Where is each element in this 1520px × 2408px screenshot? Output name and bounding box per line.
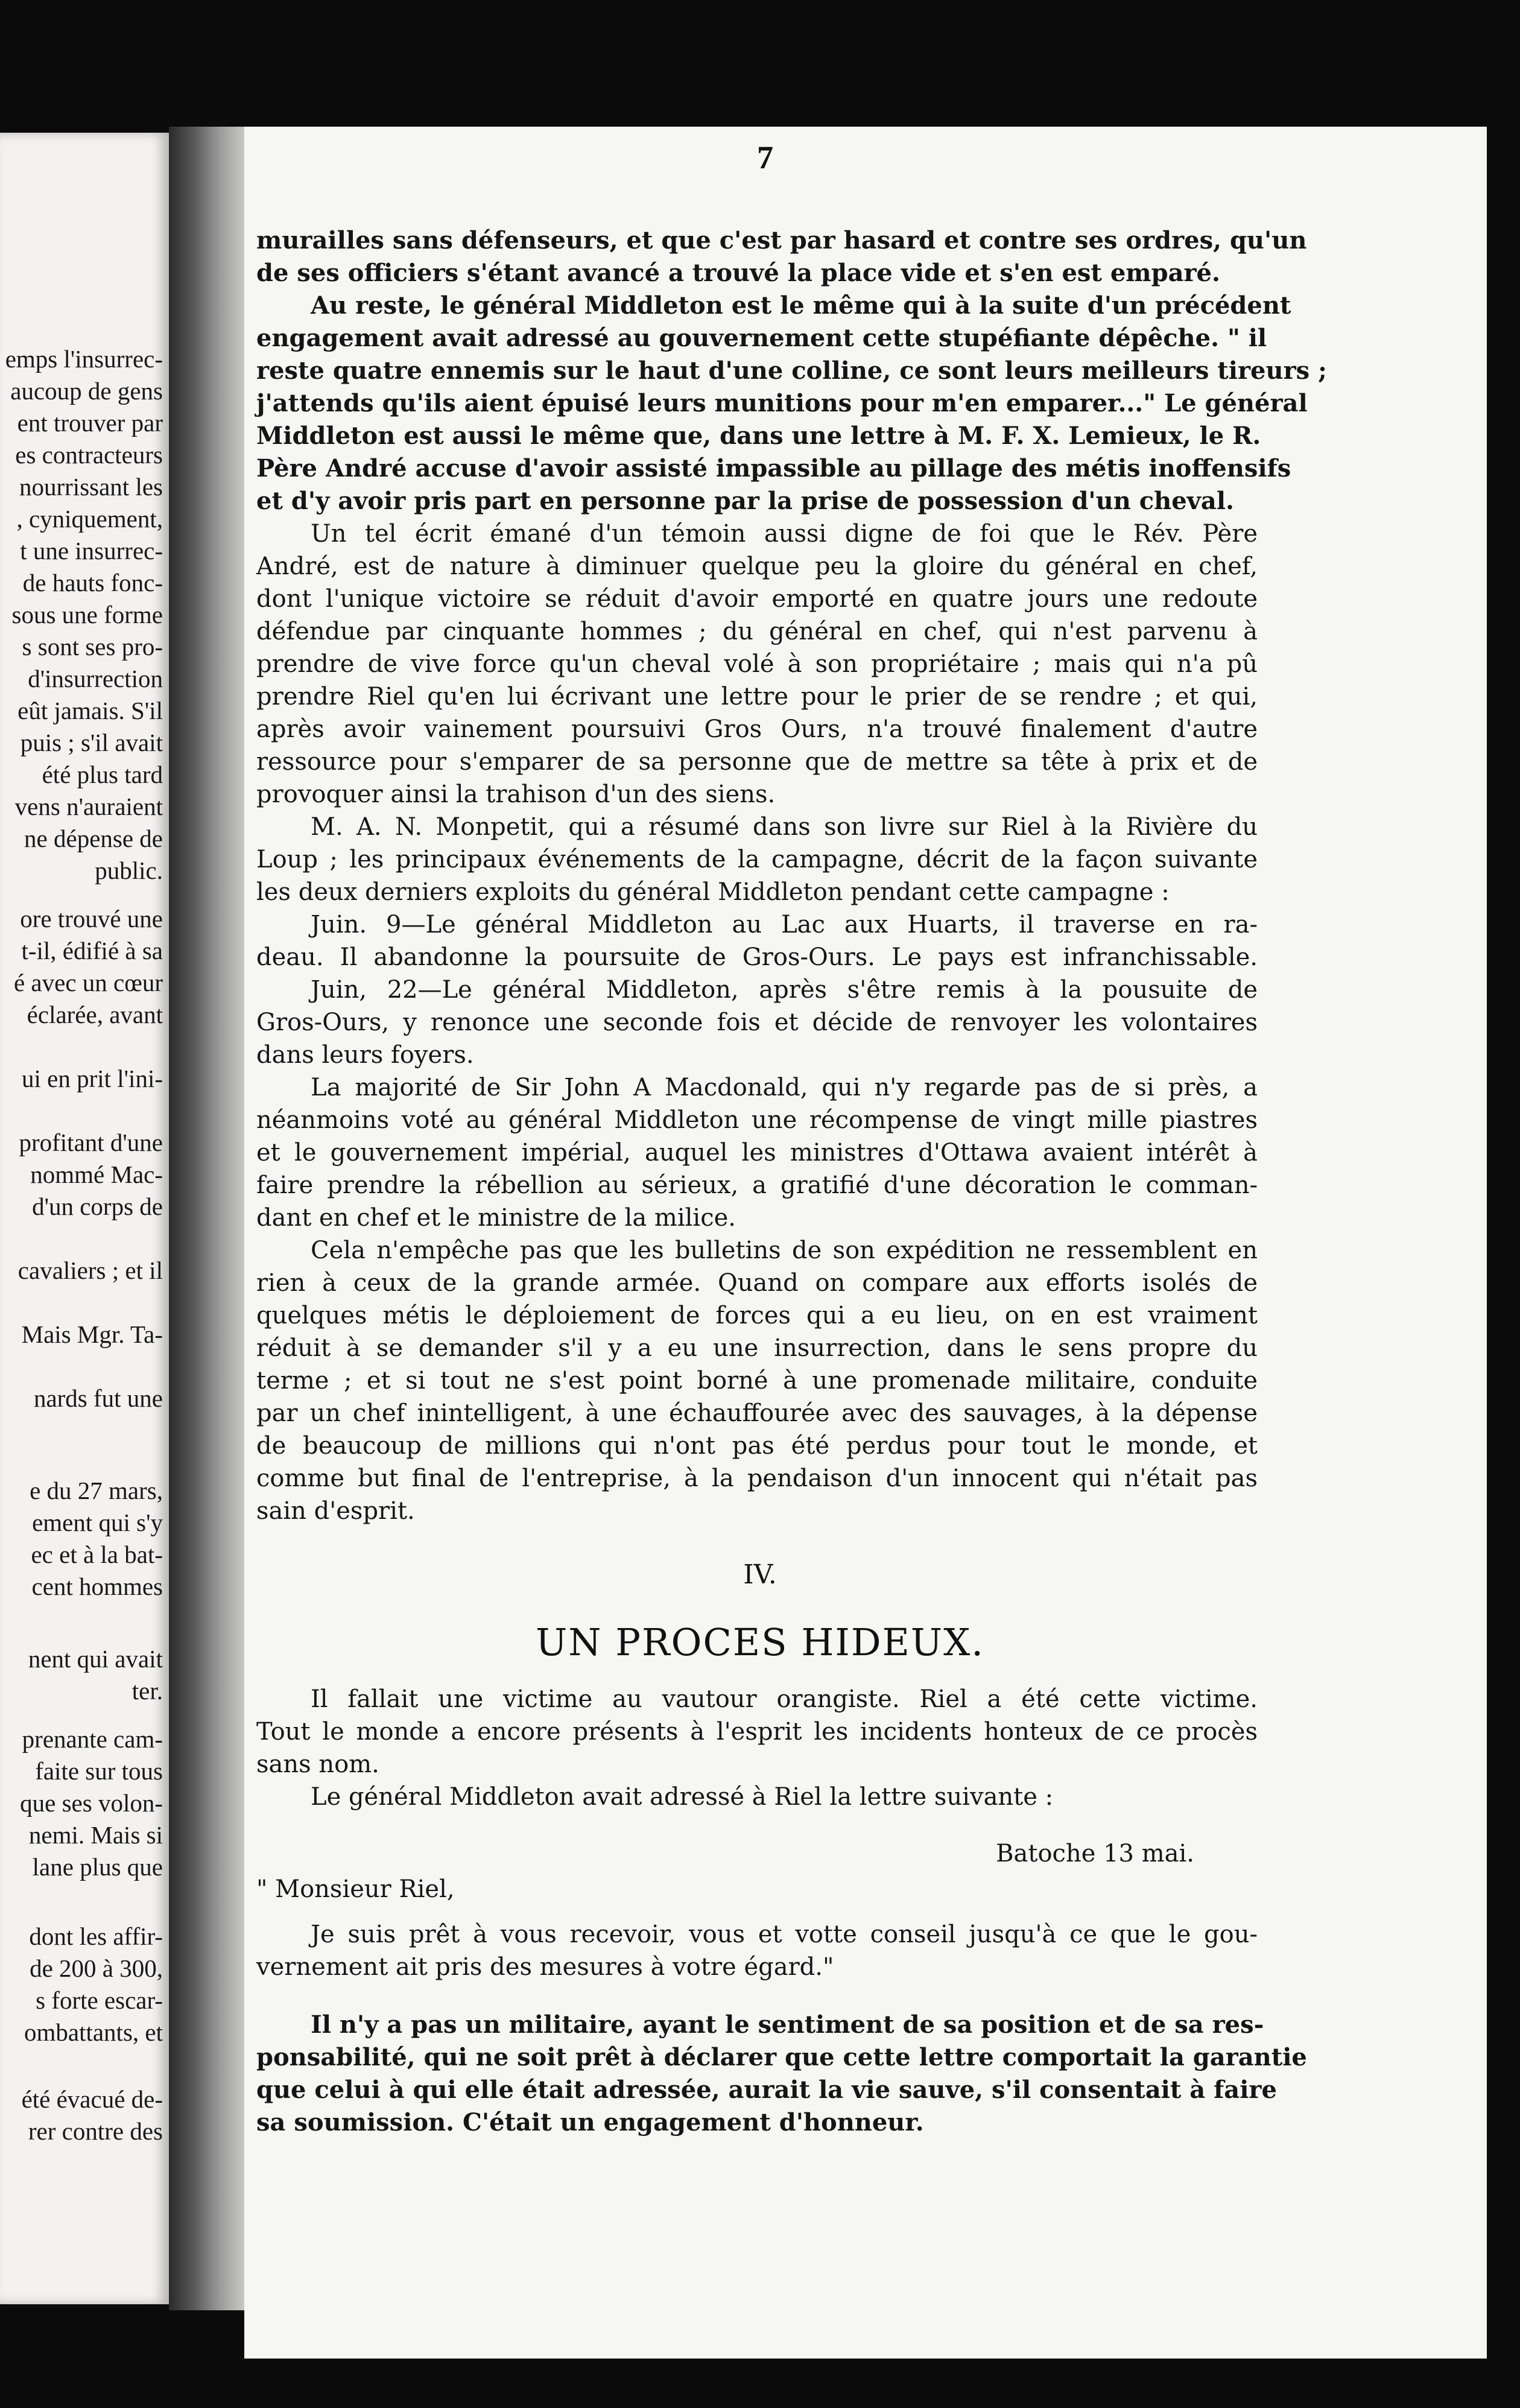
left-page-line: ter. <box>131 1677 163 1705</box>
left-page-line: ent trouver par <box>17 409 163 437</box>
left-page-line: rer contre des <box>28 2117 163 2145</box>
text-line: Juin, 22—Le général Middleton, après s'être remis à la pousuite de <box>311 976 1258 1004</box>
text-line: prendre de vive force qu'un cheval volé à son propriétaire ; mais qui n'a pû <box>256 650 1258 678</box>
text-line: défendue par cinquante hommes ; du général en chef, qui n'est parvenu à <box>256 618 1258 645</box>
text-line: vernement ait pris des mesures à votre égard." <box>256 1953 834 1981</box>
letter-salutation: " Monsieur Riel, <box>256 1875 455 1903</box>
left-page-line: cent hommes <box>31 1573 163 1600</box>
left-page-line: puis ; s'il avait <box>20 729 163 756</box>
text-line: M. A. N. Monpetit, qui a résumé dans son livre sur Riel à la Rivière du <box>311 813 1258 841</box>
left-page-line: dont les affir- <box>29 1922 163 1950</box>
body-text-final <box>256 2009 1307 2139</box>
text-line: les deux derniers exploits du général Middleton pendant cette campagne : <box>256 878 1170 906</box>
text-line: André, est de nature à diminuer quelque peu la gloire du général en chef, <box>256 553 1258 580</box>
left-page-line: s forte escar- <box>36 1986 163 2014</box>
text-line: dant en chef et le ministre de la milice. <box>256 1204 736 1232</box>
left-page-line: emps l'insurrec- <box>5 345 163 373</box>
text-line: Père André accuse d'avoir assisté impassible au pillage des métis inoffensifs <box>256 454 1291 483</box>
text-line: Il fallait une victime au vautour orangiste. Riel a été cette victime. <box>311 1685 1258 1713</box>
left-page-line: ement qui s'y <box>32 1509 163 1536</box>
text-line: Il n'y a pas un militaire, ayant le sentiment de sa position et de sa res- <box>311 2010 1264 2039</box>
left-page-line: été plus tard <box>42 761 163 788</box>
left-page-line: nemi. Mais si <box>28 1821 163 1849</box>
left-page-line: profitant d'une <box>19 1129 163 1156</box>
left-page-line: que ses volon- <box>20 1789 163 1817</box>
text-line: et le gouvernement impérial, auquel les ministres d'Ottawa avaient intérêt à <box>256 1139 1258 1167</box>
text-line: ressource pour s'emparer de sa personne que de mettre sa tête à prix et de <box>256 748 1258 776</box>
text-line: Au reste, le général Middleton est le même qui à la suite d'un précédent <box>311 291 1291 320</box>
text-line: Loup ; les principaux événements de la campagne, décrit de la façon suivante <box>256 846 1258 873</box>
page-number: 7 <box>757 139 773 176</box>
left-page-line: es contracteurs <box>15 441 163 469</box>
text-line: de beaucoup de millions qui n'ont pas été perdus pour tout le monde, et <box>256 1432 1258 1460</box>
text-line: Tout le monde a encore présents à l'esprit les incidents honteux de ce procès <box>256 1718 1258 1746</box>
letter-dateline: Batoche 13 mai. <box>996 1840 1194 1868</box>
text-line: Je suis prêt à vous recevoir, vous et votte conseil jusqu'à ce que le gou- <box>311 1921 1258 1948</box>
section-number: IV. <box>743 1559 777 1590</box>
left-page-line: nommé Mac- <box>30 1161 163 1188</box>
left-page-line: sous une forme <box>11 601 163 629</box>
left-page-line: t une insurrec- <box>20 537 163 565</box>
left-page-line: nards fut une <box>33 1384 163 1412</box>
left-page-line: de 200 à 300, <box>30 1954 163 1982</box>
text-line: de ses officiers s'étant avancé a trouvé la place vide et s'en est emparé. <box>256 259 1220 287</box>
left-page-line: é avec un cœur <box>13 969 163 996</box>
text-line: rien à ceux de la grande armée. Quand on compare aux efforts isolés de <box>256 1269 1258 1297</box>
left-page-fragment <box>0 133 169 2304</box>
left-page-line: public. <box>95 857 163 884</box>
text-line: faire prendre la rébellion au sérieux, a gratifié d'une décoration le comman- <box>256 1171 1258 1199</box>
letter-body <box>256 1918 1258 1983</box>
left-page-line: nourrissant les <box>19 473 163 501</box>
letter-salutation-wrap <box>256 1873 1258 1906</box>
text-line: reste quatre ennemis sur le haut d'une colline, ce sont leurs meilleurs tireurs ; <box>256 356 1327 385</box>
text-line: sa soumission. C'était un engagement d'honneur. <box>256 2108 924 2137</box>
left-page-line: Mais Mgr. Ta- <box>21 1320 163 1348</box>
left-page-line: ombattants, et <box>24 2018 163 2046</box>
left-page-line: aucoup de gens <box>10 377 163 405</box>
left-page-line: ec et à la bat- <box>31 1541 163 1568</box>
text-line: murailles sans défenseurs, et que c'est par hasard et contre ses ordres, qu'un <box>256 226 1307 255</box>
left-page-line: éclarée, avant <box>27 1001 163 1028</box>
text-line: dans leurs foyers. <box>256 1041 474 1069</box>
text-line: que celui à qui elle était adressée, aurait la vie sauve, s'il consentait à faire <box>256 2076 1277 2104</box>
text-line: ponsabilité, qui ne soit prêt à déclarer que cette lettre comportait la garantie <box>256 2043 1307 2071</box>
left-page-line: ne dépense de <box>24 825 163 852</box>
text-line: sain d'esprit. <box>256 1497 415 1525</box>
text-line: provoquer ainsi la trahison d'un des siens. <box>256 781 776 808</box>
text-line: quelques métis le déploiement de forces qui a eu lieu, on en est vraiment <box>256 1302 1258 1329</box>
text-line: comme but final de l'entreprise, à la pendaison d'un innocent qui n'était pas <box>256 1465 1258 1492</box>
left-page-line: faite sur tous <box>35 1757 163 1785</box>
text-line: Cela n'empêche pas que les bulletins de son expédition ne ressemblent en <box>311 1237 1258 1264</box>
left-page-line: cavaliers ; et il <box>17 1256 163 1284</box>
book-gutter <box>169 127 253 2310</box>
text-line: Un tel écrit émané d'un témoin aussi digne de foi que le Rév. Père <box>311 520 1258 548</box>
text-line: sans nom. <box>256 1751 379 1778</box>
text-line: deau. Il abandonne la poursuite de Gros-Ours. Le pays est infranchissable. <box>256 943 1258 971</box>
text-line: néanmoins voté au général Middleton une récompense de vingt mille piastres <box>256 1106 1258 1134</box>
left-page-line: s sont ses pro- <box>22 633 163 661</box>
text-line: par un chef inintelligent, à une échauffourée avec des sauvages, à la dépense <box>256 1399 1258 1427</box>
left-page-line: ui en prit l'ini- <box>22 1065 163 1092</box>
left-page-line: de hauts fonc- <box>22 569 163 597</box>
body-text-section-iv <box>256 1683 1258 1813</box>
left-page-line: d'un corps de <box>32 1193 163 1220</box>
left-page-line: e du 27 mars, <box>30 1477 163 1504</box>
text-line: dont l'unique victoire se réduit d'avoir emporté en quatre jours une redoute <box>256 585 1258 613</box>
left-page-line: prenante cam- <box>22 1725 163 1753</box>
text-line: engagement avait adressé au gouvernement cette stupéfiante dépêche. " il <box>256 324 1267 352</box>
left-page-line: d'insurrection <box>28 665 163 692</box>
left-page-line: été évacué de- <box>21 2085 163 2113</box>
left-page-line: eût jamais. S'il <box>17 697 163 724</box>
left-page-line: nent qui avait <box>28 1645 163 1673</box>
text-line: prendre Riel qu'en lui écrivant une lettre pour le prier de se rendre ; et qui, <box>256 683 1258 711</box>
text-line: j'attends qu'ils aient épuisé leurs munitions pour m'en emparer..." Le général <box>256 389 1308 417</box>
text-line: terme ; et si tout ne s'est point borné à une promenade militaire, conduite <box>256 1367 1258 1395</box>
body-text-top <box>256 224 1327 1527</box>
left-page-line: , cyniquement, <box>16 505 163 533</box>
text-line: après avoir vainement poursuivi Gros Ours, n'a trouvé finalement d'autre <box>256 715 1258 743</box>
text-line: Gros-Ours, y renonce une seconde fois et décide de renvoyer les volontaires <box>256 1009 1258 1036</box>
text-line: réduit à se demander s'il y a eu une insurrection, dans le sens propre du <box>256 1334 1258 1362</box>
text-line: Juin. 9—Le général Middleton au Lac aux Huarts, il traverse en ra- <box>311 911 1258 939</box>
text-line: Le général Middleton avait adressé à Riel la lettre suivante : <box>311 1783 1054 1811</box>
left-page-line: ore trouvé une <box>20 905 163 933</box>
left-page-line: lane plus que <box>32 1853 163 1881</box>
text-line: Middleton est aussi le même que, dans une lettre à M. F. X. Lemieux, le R. <box>256 422 1261 450</box>
left-page-line: vens n'auraient <box>14 793 163 820</box>
text-line: et d'y avoir pris part en personne par la prise de possession d'un cheval. <box>256 487 1234 515</box>
section-title: UN PROCES HIDEUX. <box>536 1620 984 1664</box>
text-line: La majorité de Sir John A Macdonald, qui n'y regarde pas de si près, a <box>311 1074 1258 1101</box>
left-page-line: t-il, édifié à sa <box>21 937 163 965</box>
